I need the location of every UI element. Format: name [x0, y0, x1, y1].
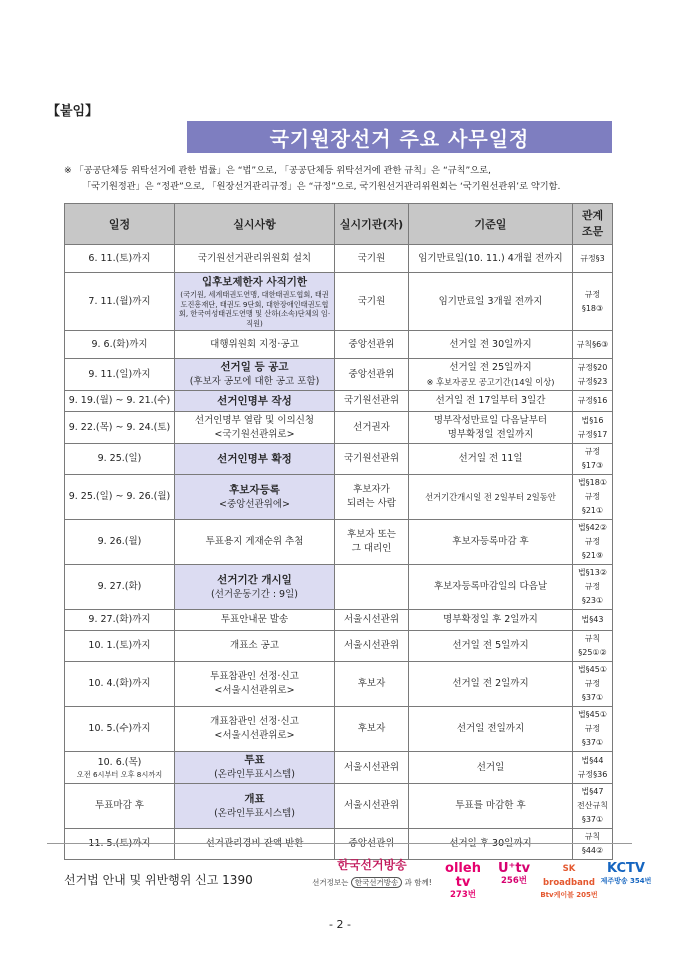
- table-row: [65, 610, 613, 631]
- cell-agency: 후보자: [335, 662, 409, 707]
- header-ref: 관계 조문: [573, 204, 613, 245]
- cell-ref: 법§47 전산규칙 §37①: [573, 784, 613, 829]
- task-text: 후보자등록: [229, 483, 280, 496]
- basis-text: 선거일 전 30일까지: [449, 338, 532, 350]
- cell-basis: [409, 359, 573, 391]
- task-text: 투표참관인 선정·신고: [210, 671, 299, 682]
- cell-date: [65, 752, 175, 784]
- cell-agency: 국기원: [335, 273, 409, 331]
- cell-agency: 서울시선관위: [335, 752, 409, 784]
- page-number: - 2 -: [329, 918, 351, 931]
- basis-text: 선거일: [476, 761, 505, 773]
- cell-date: [65, 631, 175, 662]
- task-subtext: (온라인투표시스템): [214, 807, 295, 819]
- cell-ref: 법§43: [573, 610, 613, 631]
- date-text: 10. 4.(화)까지: [88, 678, 151, 689]
- date-text: 10. 6.(목): [97, 756, 142, 768]
- cell-basis: [409, 444, 573, 475]
- cell-ref: 규정§16: [573, 391, 613, 412]
- cell-date: [65, 412, 175, 444]
- cell-date: [65, 707, 175, 752]
- date-text: 9. 22.(목) ~ 9. 24.(토): [68, 421, 171, 433]
- cell-date: [65, 359, 175, 391]
- date-text: 9. 27.(화)까지: [88, 614, 151, 625]
- cell-date: [65, 520, 175, 565]
- task-text: 선거관리경비 잔액 반환: [205, 838, 304, 849]
- table-row: [65, 829, 613, 860]
- channel-name: U⁺tv: [497, 861, 531, 876]
- task-text: 개표참관인 선정·신고: [210, 716, 299, 727]
- basis-subtext: ※ 후보자공모 공고기간(14일 이상): [426, 376, 555, 387]
- task-text: 투표: [244, 754, 265, 766]
- cell-basis: [409, 565, 573, 610]
- cell-basis: [409, 829, 573, 860]
- table-body: [65, 245, 613, 860]
- basis-text: 선거기간개시일 전 2일부터 2일동안: [425, 491, 556, 502]
- table-row: [65, 662, 613, 707]
- cell-ref: 규정 §18③: [573, 273, 613, 331]
- task-subtext: <서울시선관위로>: [214, 730, 295, 741]
- date-text: 9. 25.(일): [97, 453, 142, 464]
- channel-sk: [540, 862, 598, 900]
- cell-task: [175, 631, 335, 662]
- cell-agency: 서울시선관위: [335, 631, 409, 662]
- table-row: [65, 273, 613, 331]
- footer-divider: [47, 843, 632, 844]
- task-subtext: (선거운동기간 : 9일): [211, 588, 298, 600]
- date-text: 11. 5.(토)까지: [88, 838, 151, 849]
- cell-ref: 법§16 규정§17: [573, 412, 613, 444]
- cell-basis: [409, 610, 573, 631]
- cell-ref: 규칙§6③: [573, 331, 613, 359]
- table-row: [65, 520, 613, 565]
- task-text: 입후보제한자 사직기한: [201, 276, 308, 288]
- table-row: [65, 444, 613, 475]
- cell-basis: [409, 631, 573, 662]
- cell-date: [65, 475, 175, 520]
- task-subtext: (후보자 공모에 대한 공고 포함): [189, 376, 320, 387]
- cell-agency: 국기원선관위: [335, 391, 409, 412]
- task-subtext: (온라인투표시스템): [214, 769, 295, 780]
- cell-agency: 서울시선관위: [335, 784, 409, 829]
- table-row: [65, 707, 613, 752]
- cell-task: [175, 412, 335, 444]
- task-text: 선거일 등 공고: [220, 361, 289, 373]
- broadcast-title: 한국선거방송: [337, 858, 407, 872]
- cell-ref: 규칙§44②: [573, 829, 613, 860]
- cell-ref: 법§18① 규정§21①: [573, 475, 613, 520]
- date-text: 10. 1.(토)까지: [88, 640, 151, 651]
- cell-basis: [409, 273, 573, 331]
- date-text: 9. 19.(월) ~ 9. 21.(수): [68, 395, 171, 406]
- task-subtext: (국기원, 세계태권도연맹, 대한태권도협회, 태권도진흥재단, 태권도 9단회, 대한장애인태권도협회, 한국여성태권도연맹 및 산하(소속)단체의 임·직원): [178, 290, 331, 328]
- task-subtext: <서울시선관위로>: [214, 685, 295, 696]
- cell-date: [65, 784, 175, 829]
- basis-text: 선거일 전 25일까지: [449, 361, 532, 373]
- cell-agency: 중앙선관위: [335, 359, 409, 391]
- note-line-1: ※ 「공공단체등 위탁선거에 관한 법률」은 “법”으로, 「공공단체등 위탁선거에 관한 규칙」은 “규칙”으로,: [64, 165, 491, 176]
- hotline-text: 선거법 안내 및 위반행위 신고 1390: [64, 873, 253, 887]
- cell-task: [175, 610, 335, 631]
- basis-text: 임기만료일(10. 11.) 4개월 전까지: [418, 252, 563, 264]
- channel-olleh: [437, 862, 489, 900]
- basis-text: 선거일 전 2일까지: [452, 678, 529, 689]
- channel-name: SK broadband: [543, 864, 595, 888]
- cell-basis: [409, 707, 573, 752]
- table-row: [65, 359, 613, 391]
- broadcast-sub-prefix: 선거정보는: [312, 878, 349, 887]
- cell-basis: [409, 391, 573, 412]
- cell-date: [65, 662, 175, 707]
- cell-date: [65, 565, 175, 610]
- task-text: 투표용지 게재순위 추첨: [205, 536, 304, 547]
- date-text: 9. 11.(일)까지: [88, 368, 151, 380]
- cell-agency: 후보자 또는 그 대리인: [335, 520, 409, 565]
- cell-basis: [409, 752, 573, 784]
- cell-task: [175, 752, 335, 784]
- channel-uplus: [493, 862, 535, 886]
- date-text: 9. 25.(일) ~ 9. 26.(월): [68, 491, 171, 502]
- broadcast-sub-suffix: 과 함께!: [404, 878, 432, 887]
- broadcast-sub: [312, 877, 432, 888]
- task-subtext: <중앙선관위에>: [219, 498, 290, 510]
- cell-task: [175, 245, 335, 273]
- cell-task: [175, 520, 335, 565]
- task-text: 선거인명부 열람 및 이의신청: [194, 414, 315, 426]
- cell-task: [175, 331, 335, 359]
- date-text: 7. 11.(월)까지: [88, 295, 151, 307]
- cell-basis: [409, 784, 573, 829]
- cell-task: [175, 829, 335, 860]
- task-subtext: <국기원선관위로>: [214, 428, 295, 440]
- table-row: [65, 565, 613, 610]
- task-text: 개표: [244, 792, 265, 805]
- cell-agency: [335, 565, 409, 610]
- task-text: 선거인명부 확정: [217, 452, 292, 465]
- basis-text: 선거일 전일까지: [456, 723, 525, 734]
- cell-basis: [409, 475, 573, 520]
- table-row: [65, 412, 613, 444]
- task-text: 선거기간 개시일: [217, 573, 292, 586]
- cell-date: [65, 391, 175, 412]
- basis-text: 명부확정일 후 2일까지: [443, 614, 538, 625]
- date-subtext: 오전 6시부터 오후 8시까지: [76, 769, 163, 779]
- basis-text: 투표를 마감한 후: [455, 800, 526, 811]
- channel-number: 273번: [450, 890, 476, 900]
- cell-task: [175, 475, 335, 520]
- cell-ref: 법§45① 규정§37①: [573, 662, 613, 707]
- header-basis: 기준일: [409, 204, 573, 245]
- cell-ref: 규정§17③: [573, 444, 613, 475]
- basis-text: 후보자등록마감 후: [452, 536, 529, 547]
- cell-ref: 법§13② 규정§23①: [573, 565, 613, 610]
- header-task: 실시사항: [175, 204, 335, 245]
- cell-ref: 법§44 규정§36: [573, 752, 613, 784]
- basis-text: 명부작성만료일 다음날부터 명부확정일 전일까지: [433, 414, 548, 440]
- header-date: 일정: [65, 204, 175, 245]
- abbreviation-notes: [64, 163, 624, 195]
- table-row: [65, 331, 613, 359]
- header-agency: 실시기관(자): [335, 204, 409, 245]
- cell-agency: 국기원: [335, 245, 409, 273]
- cell-date: [65, 331, 175, 359]
- cell-date: [65, 829, 175, 860]
- cell-agency: 국기원선관위: [335, 444, 409, 475]
- cell-ref: 법§45① 규정§37①: [573, 707, 613, 752]
- date-text: 10. 5.(수)까지: [88, 723, 151, 734]
- cell-agency: 후보자: [335, 707, 409, 752]
- cell-task: [175, 273, 335, 331]
- task-text: 대행위원회 지정·공고: [210, 338, 299, 350]
- table-header-row: [65, 204, 613, 245]
- task-text: 국기원선거관리위원회 설치: [197, 252, 312, 264]
- basis-text: 선거일 후 30일까지: [449, 838, 532, 849]
- channel-kctv: [600, 862, 652, 886]
- cell-basis: [409, 520, 573, 565]
- table-row: [65, 784, 613, 829]
- table-row: [65, 631, 613, 662]
- cell-task: [175, 707, 335, 752]
- cell-basis: [409, 412, 573, 444]
- cell-ref: 규정§20 규정§23: [573, 359, 613, 391]
- cell-task: [175, 444, 335, 475]
- basis-text: 후보자등록마감일의 다음날: [433, 581, 548, 592]
- cell-date: [65, 444, 175, 475]
- broadcast-logo: [312, 856, 432, 902]
- table-row: [65, 752, 613, 784]
- channel-number: 256번: [501, 876, 527, 886]
- basis-text: 선거일 전 17일부터 3일간: [435, 395, 546, 406]
- cell-task: [175, 662, 335, 707]
- table-row: [65, 475, 613, 520]
- date-text: 9. 6.(화)까지: [91, 338, 148, 350]
- cell-basis: [409, 245, 573, 273]
- channel-number: Btv케이블 205번: [540, 891, 598, 899]
- note-line-2: 「국기원정관」은 “정관”으로, 「원장선거관리규정」은 “규정”으로, 국기원선거관리위원회는 ‘국기원선관위’로 약기함.: [82, 181, 561, 192]
- task-text: 선거인명부 작성: [217, 394, 292, 407]
- cell-ref: 규정§3: [573, 245, 613, 273]
- page-title: 국기원장선거 주요 사무일정: [187, 121, 612, 153]
- basis-text: 임기만료일 3개월 전까지: [438, 295, 543, 307]
- task-text: 투표안내문 발송: [220, 614, 289, 625]
- schedule-table: [64, 203, 613, 860]
- cell-task: [175, 784, 335, 829]
- date-text: 9. 27.(화): [97, 581, 142, 592]
- date-text: 6. 11.(토)까지: [88, 252, 151, 264]
- cell-ref: 법§42② 규정§21⑨: [573, 520, 613, 565]
- cell-agency: 선거권자: [335, 412, 409, 444]
- cell-basis: [409, 331, 573, 359]
- table-row: [65, 391, 613, 412]
- cell-task: [175, 565, 335, 610]
- date-text: 투표마감 후: [95, 800, 144, 811]
- task-text: 개표소 공고: [230, 640, 279, 651]
- channel-name: olleh tv: [445, 861, 481, 890]
- cell-date: [65, 273, 175, 331]
- attachment-label: 【붙임】: [47, 104, 99, 119]
- cell-agency: 중앙선관위: [335, 829, 409, 860]
- basis-text: 선거일 전 11일: [458, 453, 523, 464]
- basis-text: 선거일 전 5일까지: [452, 640, 529, 651]
- table-row: [65, 245, 613, 273]
- cell-agency: 후보자가 되려는 사람: [335, 475, 409, 520]
- cell-agency: 서울시선관위: [335, 610, 409, 631]
- channel-name: KCTV: [607, 861, 645, 876]
- cell-ref: 규칙§25①②: [573, 631, 613, 662]
- cell-basis: [409, 662, 573, 707]
- cell-task: [175, 359, 335, 391]
- cell-date: [65, 245, 175, 273]
- cell-task: [175, 391, 335, 412]
- cell-agency: 중앙선관위: [335, 331, 409, 359]
- date-text: 9. 26.(월): [97, 536, 142, 547]
- broadcast-sub-pill: 한국선거방송: [351, 877, 402, 888]
- channel-number: 제주방송 354번: [600, 877, 652, 885]
- cell-date: [65, 610, 175, 631]
